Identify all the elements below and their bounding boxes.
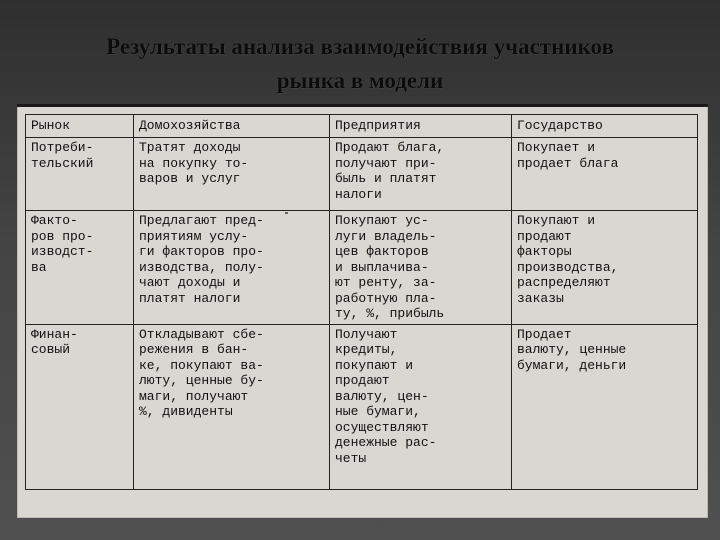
cell-market: Факто- ров про- изводст- ва [26, 211, 134, 325]
market-interaction-table [25, 114, 698, 490]
cell-households: Тратят доходы на покупку то- варов и услуг [134, 138, 330, 211]
header-state: Государство [512, 115, 698, 138]
header-market: Рынок [26, 115, 134, 138]
cell-firms: Получают кредиты, покупают и продают валюту, цен- ные бумаги, осуществляют денежные рас- четы [330, 324, 512, 489]
cell-state: Покупают и продают факторы производства, распределяют заказы [512, 211, 698, 325]
cell-market: Финан- совый [26, 324, 134, 489]
title-line-2: рынка в модели [276, 68, 444, 93]
table-header-row [26, 115, 698, 138]
table-row [26, 138, 698, 211]
cell-state: Покупает и продает блага [512, 138, 698, 211]
table-row [26, 324, 698, 489]
cell-firms: Продают блага, получают при- быль и платят налоги [330, 138, 512, 211]
title-line-1: Результаты анализа взаимодействия участников [106, 34, 614, 59]
header-households: Домохозяйства [134, 115, 330, 138]
cell-households: Откладывают сбе- режения в бан- ке, покупают ва- люту, ценные бу- маги, получают %, дивиденты [134, 324, 330, 489]
cell-market: Потреби- тельский [26, 138, 134, 211]
cell-state: Продает валюту, ценные бумаги, деньги [512, 324, 698, 489]
cell-firms: Покупают ус- луги владель- цев факторов и выплачива- ют ренту, за- работную пла- ту, %, прибыль [330, 211, 512, 325]
slide-title [20, 30, 700, 98]
scanned-table-image [17, 104, 708, 518]
header-firms: Предприятия [330, 115, 512, 138]
cell-households: Предлагают пред- приятиям услу- ги факторов про- изводства, полу- чают доходы и платят налоги [134, 211, 330, 325]
top-rule [17, 104, 708, 107]
table-row [26, 211, 698, 325]
